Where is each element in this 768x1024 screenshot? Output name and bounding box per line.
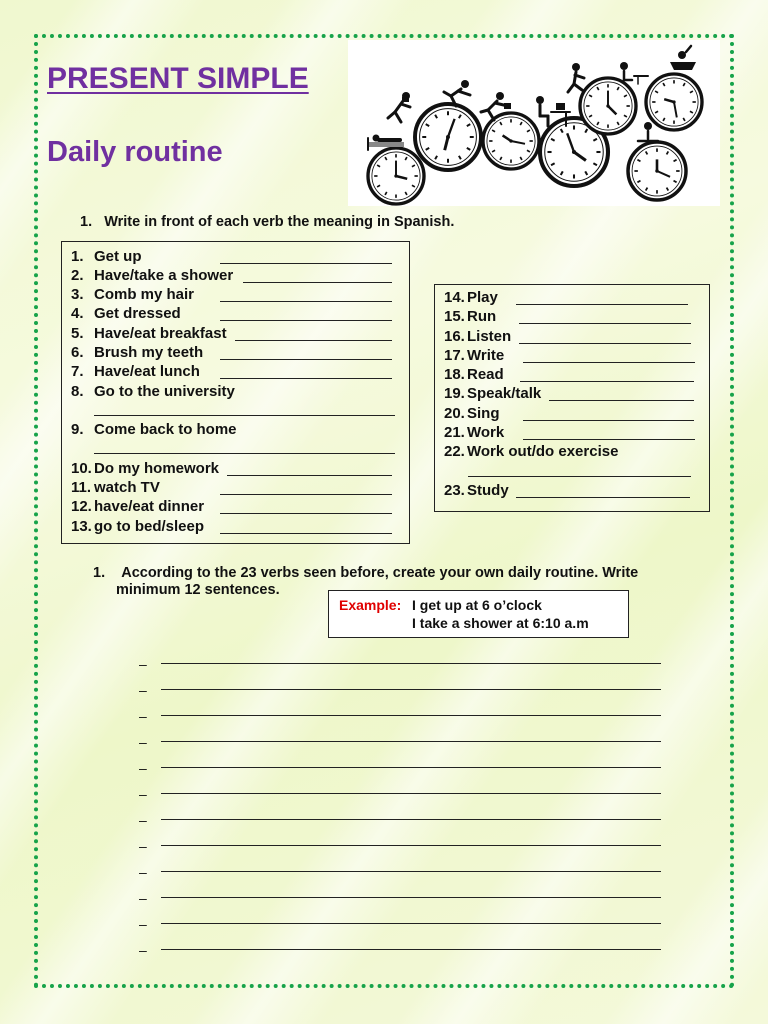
sentence-answer-line[interactable] <box>161 741 661 742</box>
example-sentence-1: I get up at 6 o’clock <box>412 597 542 613</box>
verb-label: Listen <box>467 328 512 345</box>
part2-instruction-line2: minimum 12 sentences. <box>116 582 280 598</box>
clocks-and-people-image <box>348 40 720 206</box>
verb-item <box>444 308 496 326</box>
verb-item <box>71 518 204 536</box>
sentence-answer-line[interactable] <box>161 663 661 664</box>
verb-number: 16. <box>444 328 465 345</box>
verb-item <box>71 363 200 381</box>
verb-item <box>444 366 504 384</box>
answer-blank[interactable] <box>94 415 395 416</box>
verb-item <box>444 405 500 423</box>
verb-number: 4. <box>71 305 84 322</box>
verb-item <box>444 424 504 442</box>
answer-blank[interactable] <box>523 439 695 440</box>
answer-dash: – <box>139 734 147 750</box>
answer-blank[interactable] <box>220 320 392 321</box>
verb-label: Come back to home <box>94 421 237 438</box>
answer-blank[interactable] <box>516 497 690 498</box>
daily-routine-illustration <box>348 40 720 206</box>
verb-item <box>71 344 203 362</box>
verb-item <box>444 289 498 307</box>
answer-blank[interactable] <box>220 263 392 264</box>
person-meditating-icon <box>638 122 658 141</box>
verb-item <box>71 383 235 401</box>
answer-dash: – <box>139 864 147 880</box>
verb-number: 15. <box>444 308 465 325</box>
sentence-answer-line[interactable] <box>161 793 661 794</box>
verb-number: 8. <box>71 383 84 400</box>
verb-number: 10. <box>71 460 92 477</box>
answer-dash: – <box>139 786 147 802</box>
clock-icon <box>628 142 686 200</box>
answer-dash: – <box>139 760 147 776</box>
page-subtitle: Daily routine <box>47 136 223 168</box>
answer-dash: – <box>139 682 147 698</box>
clock-icon <box>368 148 424 204</box>
verb-item <box>444 443 618 461</box>
answer-blank[interactable] <box>220 359 392 360</box>
verb-label: Have/take a shower <box>94 267 234 284</box>
verb-item <box>71 248 142 266</box>
verb-number: 11. <box>71 479 92 496</box>
verb-label: Get up <box>94 248 142 265</box>
verb-item <box>444 385 541 403</box>
clock-icon <box>580 78 636 134</box>
verb-number: 3. <box>71 286 84 303</box>
verb-label: have/eat dinner <box>94 498 205 515</box>
answer-blank[interactable] <box>523 362 695 363</box>
part1-instruction <box>80 214 454 230</box>
example-label: Example: <box>339 597 402 613</box>
verb-label: Get dressed <box>94 305 181 322</box>
verb-label: Go to the university <box>94 383 235 400</box>
part2-instruction-line1: According to the 23 verbs seen before, create your own daily routine. Write <box>121 565 639 581</box>
clock-icon <box>415 104 481 170</box>
verb-number: 12. <box>71 498 92 515</box>
sentence-answer-line[interactable] <box>161 715 661 716</box>
verb-label: Run <box>467 308 497 325</box>
answer-dash: – <box>139 942 147 958</box>
verb-label: Read <box>467 366 504 383</box>
person-running-icon <box>388 92 410 122</box>
sentence-answer-line[interactable] <box>161 845 661 846</box>
verb-item <box>71 460 219 478</box>
verb-label: Have/eat lunch <box>94 363 200 380</box>
answer-blank[interactable] <box>519 343 691 344</box>
verb-number: 22. <box>444 443 465 460</box>
verb-number: 6. <box>71 344 84 361</box>
answer-blank[interactable] <box>220 378 392 379</box>
verb-item <box>71 267 233 285</box>
page-title: PRESENT SIMPLE <box>47 62 309 95</box>
person-running-icon <box>568 63 584 92</box>
answer-dash: – <box>139 916 147 932</box>
answer-blank[interactable] <box>549 400 694 401</box>
answer-blank[interactable] <box>94 453 395 454</box>
answer-blank[interactable] <box>519 323 691 324</box>
sentence-answer-line[interactable] <box>161 897 661 898</box>
verb-number: 2. <box>71 267 84 284</box>
sentence-answer-line[interactable] <box>161 689 661 690</box>
verb-item <box>444 328 511 346</box>
answer-dash: – <box>139 656 147 672</box>
answer-blank[interactable] <box>523 420 694 421</box>
verb-item <box>71 286 194 304</box>
verb-number: 21. <box>444 424 465 441</box>
verb-label: Work <box>467 424 505 441</box>
verb-number: 14. <box>444 289 465 306</box>
verb-item <box>71 479 160 497</box>
answer-dash: – <box>139 812 147 828</box>
verb-number: 13. <box>71 518 92 535</box>
person-bathing-icon <box>670 46 696 70</box>
answer-blank[interactable] <box>220 513 392 514</box>
verb-number: 9. <box>71 421 84 438</box>
verb-label: Sing <box>467 405 500 422</box>
part1-instruction-text: Write in front of each verb the meaning in Spanish. <box>104 214 455 230</box>
verb-number: 7. <box>71 363 84 380</box>
example-sentence-2: I take a shower at 6:10 a.m <box>412 615 589 631</box>
verb-number: 19. <box>444 385 465 402</box>
verb-label: Have/eat breakfast <box>94 325 227 342</box>
sentence-answer-line[interactable] <box>161 819 661 820</box>
answer-blank[interactable] <box>516 304 688 305</box>
verb-label: Do my homework <box>94 460 220 477</box>
answer-blank[interactable] <box>520 381 694 382</box>
part2-number: 1. <box>93 565 106 581</box>
verb-label: Play <box>467 289 498 306</box>
sentence-answer-line[interactable] <box>161 767 661 768</box>
answer-blank[interactable] <box>220 301 392 302</box>
sentence-answer-line[interactable] <box>161 871 661 872</box>
verb-label: Comb my hair <box>94 286 195 303</box>
clock-icon <box>646 74 702 130</box>
answer-blank[interactable] <box>235 340 392 341</box>
sentence-answer-line[interactable] <box>161 949 661 950</box>
verb-item <box>444 347 504 365</box>
clock-icon <box>483 113 539 169</box>
verb-number: 20. <box>444 405 465 422</box>
verb-item <box>71 498 204 516</box>
verb-label: Work out/do exercise <box>467 443 619 460</box>
verb-label: watch TV <box>94 479 160 496</box>
answer-dash: – <box>139 838 147 854</box>
verb-item <box>71 325 227 343</box>
verb-number: 1. <box>71 248 84 265</box>
verb-label: go to bed/sleep <box>94 518 205 535</box>
example-box <box>328 590 629 638</box>
verb-label: Brush my teeth <box>94 344 204 361</box>
verb-number: 5. <box>71 325 84 342</box>
verb-label: Speak/talk <box>467 385 542 402</box>
verb-label: Study <box>467 482 509 499</box>
verb-label: Write <box>467 347 505 364</box>
person-eating-icon <box>620 62 648 84</box>
sentence-answer-line[interactable] <box>161 923 661 924</box>
verb-item <box>71 421 237 439</box>
answer-blank[interactable] <box>227 475 392 476</box>
part1-number: 1. <box>80 214 93 230</box>
verb-number: 23. <box>444 482 465 499</box>
answer-dash: – <box>139 890 147 906</box>
verb-number: 17. <box>444 347 465 364</box>
answer-blank[interactable] <box>243 282 392 283</box>
verb-item <box>444 482 509 500</box>
verb-item <box>71 305 181 323</box>
answer-blank[interactable] <box>220 533 392 534</box>
answer-blank[interactable] <box>468 476 691 477</box>
verb-number: 18. <box>444 366 465 383</box>
answer-blank[interactable] <box>220 494 392 495</box>
answer-dash: – <box>139 708 147 724</box>
